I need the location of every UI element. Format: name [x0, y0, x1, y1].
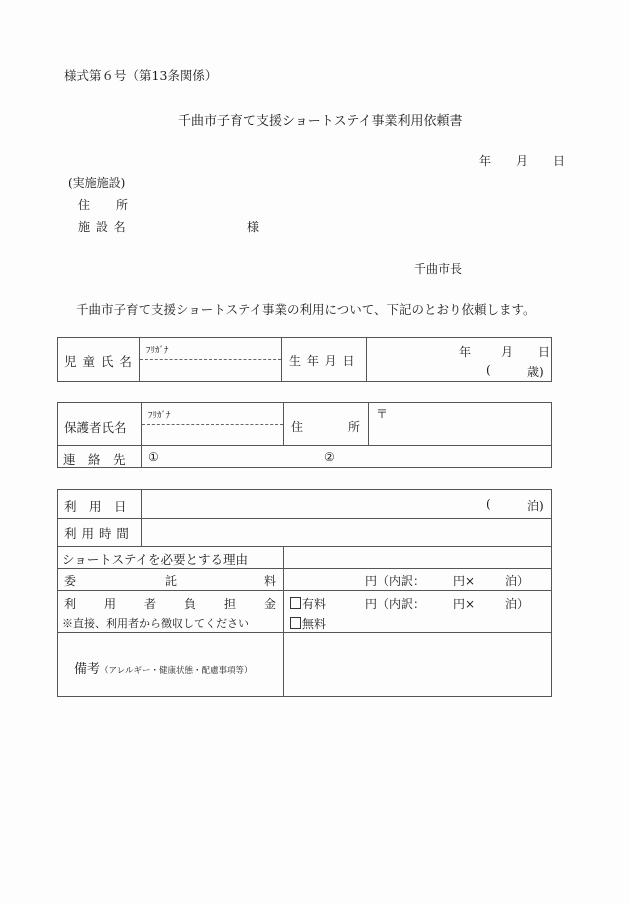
birth-day-label: 日: [538, 345, 551, 359]
burden-label-char-6: 金: [264, 597, 277, 611]
recipient-header: (実施施設): [68, 176, 126, 190]
burden-yen-per-night-label: 円×: [453, 597, 476, 611]
contact-label: 連 絡 先: [63, 452, 126, 467]
notes-sub-label: （アレルギー・健康状態・配慮事項等）: [100, 666, 253, 676]
free-checkbox[interactable]: [290, 617, 301, 629]
fee-label-char-1: 委: [64, 574, 77, 588]
date-month-label: 月: [516, 154, 529, 168]
age-label: 歳): [527, 365, 544, 379]
notes-field[interactable]: [284, 633, 551, 696]
fee-yen-label: 円（内訳：: [365, 574, 426, 588]
burden-label-char-4: 負: [184, 597, 197, 611]
guardian-address-label-2: 所: [348, 420, 361, 434]
document-title: 千曲市子育て支援ショートステイ事業利用依頼書: [178, 114, 463, 129]
guardian-furigana-field[interactable]: [142, 403, 283, 424]
child-birthdate-label: 生 年 月 日: [289, 354, 355, 368]
child-furigana-label: ﾌﾘｶﾞﾅ: [146, 346, 169, 356]
burden-label-char-1: 利: [64, 597, 77, 611]
paid-option[interactable]: [290, 595, 326, 612]
fee-label-char-3: 料: [264, 574, 277, 588]
usage-date-label: 利 用 日: [64, 499, 127, 514]
free-option-label: 無料: [302, 617, 327, 631]
guardian-address-label-1: 住: [291, 420, 304, 434]
age-open: (: [486, 363, 491, 377]
birth-month-label: 月: [501, 345, 514, 359]
paid-option-label: 有料: [302, 597, 327, 611]
contact-1-field[interactable]: [162, 446, 320, 467]
free-option[interactable]: [290, 615, 326, 632]
recipient-facility-label: 施 設 名: [78, 220, 126, 234]
guardian-furigana-label: ﾌﾘｶﾞﾅ: [148, 411, 171, 421]
fee-amount-field[interactable]: [284, 569, 364, 590]
child-furigana-field[interactable]: [140, 338, 281, 359]
recipient-honorific: 様: [247, 220, 260, 234]
usage-time-label: 利 用 時 間: [64, 526, 129, 541]
contact-2-marker: ②: [324, 450, 335, 464]
guardian-name-label: 保護者氏名: [64, 420, 127, 435]
recipient-address-label-2: 所: [116, 198, 129, 212]
reason-field[interactable]: [284, 547, 551, 568]
date-day-label: 日: [553, 154, 566, 168]
birth-year-label: 年: [459, 345, 472, 359]
contact-2-field[interactable]: [338, 446, 551, 467]
burden-label-char-3: 者: [144, 597, 157, 611]
fee-yen-per-night-label: 円×: [453, 574, 476, 588]
child-name-label: 児 童 氏 名: [64, 354, 132, 369]
nights-label: 泊): [527, 499, 544, 513]
burden-label-char-5: 担: [224, 597, 237, 611]
burden-note: ※直接、利用者から徴収してください: [62, 617, 249, 630]
burden-label-char-2: 用: [104, 597, 117, 611]
reason-label: ショートステイを必要とする理由: [62, 552, 249, 567]
usage-time-field[interactable]: [142, 519, 551, 546]
child-name-field[interactable]: [140, 360, 281, 381]
guardian-name-field[interactable]: [142, 425, 283, 445]
date-year-label: 年: [479, 154, 492, 168]
notes-label-group: [74, 658, 252, 677]
intro-text: 千曲市子育て支援ショートステイ事業の利用について、下記のとおり依頼します。: [76, 302, 536, 317]
paid-checkbox[interactable]: [290, 597, 301, 609]
postal-mark: 〒: [376, 407, 389, 421]
fee-nights-label: 泊）: [505, 574, 530, 588]
fee-label-char-2: 託: [165, 574, 178, 588]
burden-nights-label: 泊）: [505, 597, 530, 611]
sender-name: 千曲市長: [414, 262, 463, 276]
notes-label: 備考: [74, 662, 101, 677]
contact-1-marker: ①: [148, 450, 159, 464]
nights-open: (: [486, 497, 491, 511]
burden-yen-label: 円（内訳：: [365, 597, 426, 611]
form-number: 様式第６号（第13条関係）: [64, 68, 218, 83]
recipient-address-label-1: 住: [78, 198, 91, 212]
guardian-address-field[interactable]: [369, 403, 551, 445]
